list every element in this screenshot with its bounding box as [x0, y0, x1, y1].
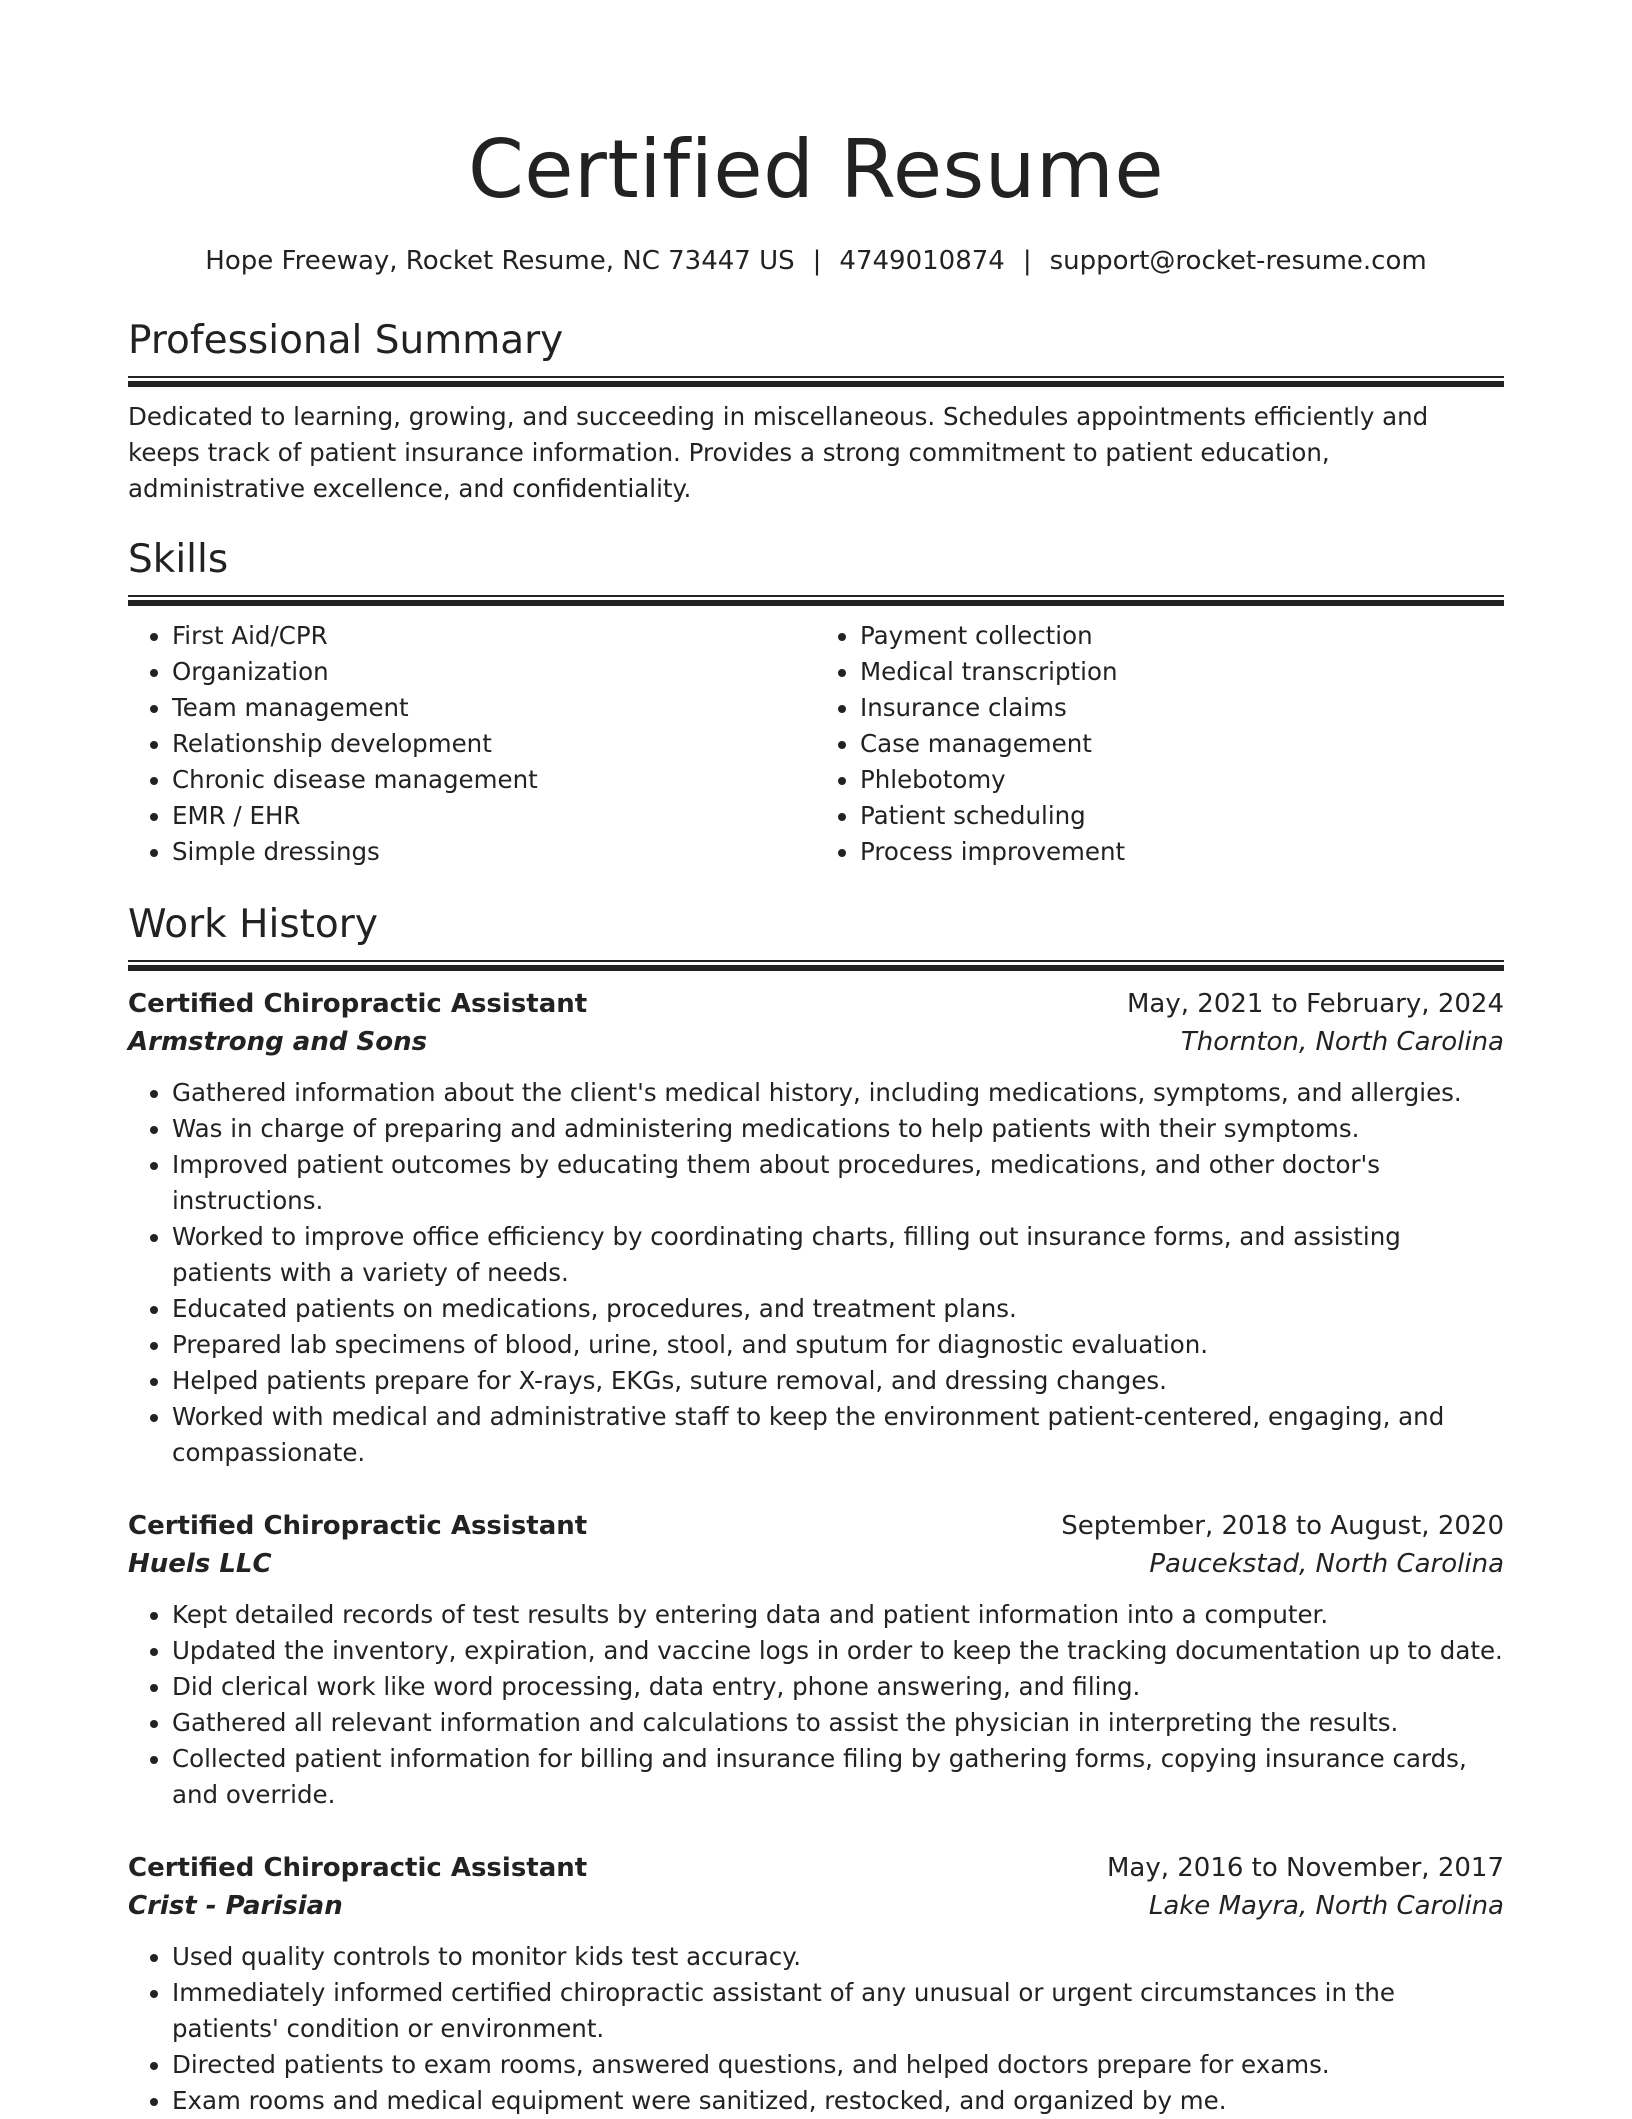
contact-address: Hope Freeway, Rocket Resume, NC 73447 US	[205, 246, 795, 276]
job-location: Lake Mayra, North Carolina	[1148, 1891, 1504, 1921]
job-dates: September, 2018 to August, 2020	[1061, 1511, 1504, 1541]
contact-email: support@rocket-resume.com	[1049, 246, 1427, 276]
skills-section	[128, 535, 1504, 870]
job-bullets	[128, 1075, 1504, 1471]
resume-name: Certified Resume	[467, 123, 1165, 216]
job-dates: May, 2016 to November, 2017	[1106, 1853, 1504, 1883]
contact-separator: |	[812, 246, 822, 276]
skill-item: • Medical transcription	[860, 654, 1504, 690]
skill-item: • Chronic disease management	[172, 762, 816, 798]
job-bullet: • Was in charge of preparing and administering medications to help patients with their symptoms.	[172, 1111, 1504, 1147]
job-header	[128, 1507, 1504, 1545]
job-bullet: • Directed patients to exam rooms, answered questions, and helped doctors prepare for exams.	[172, 2047, 1504, 2083]
job-bullet: • Gathered information about the client's medical history, including medications, symptoms, and allergies.	[172, 1075, 1504, 1111]
job-bullet: • Educated patients on medications, procedures, and treatment plans.	[172, 1291, 1504, 1327]
job-header	[128, 985, 1504, 1023]
summary-section	[128, 316, 1504, 507]
section-title-work-history: Work History	[128, 902, 378, 947]
job-location: Thornton, North Carolina	[1180, 1027, 1504, 1057]
job-bullet: • Used quality controls to monitor kids test accuracy.	[172, 1939, 1504, 1975]
job-employer: Crist - Parisian	[128, 1891, 343, 1921]
contact-line	[128, 244, 1504, 278]
job-bullet: • Improved patient outcomes by educating them about procedures, medications, and other doctor's instructions.	[172, 1147, 1504, 1219]
job-bullet: • Kept detailed records of test results by entering data and patient information into a computer.	[172, 1597, 1504, 1633]
skill-item: • Relationship development	[172, 726, 816, 762]
skill-item: • Simple dressings	[172, 834, 816, 870]
skill-item: • Case management	[860, 726, 1504, 762]
job-title: Certified Chiropractic Assistant	[128, 1511, 588, 1541]
contact-phone: 4749010874	[839, 246, 1005, 276]
job-bullet: • Did clerical work like word processing, data entry, phone answering, and filing.	[172, 1669, 1504, 1705]
skills-list-left	[128, 618, 816, 870]
skill-item: • Payment collection	[860, 618, 1504, 654]
section-title-summary: Professional Summary	[128, 318, 564, 363]
section-divider	[128, 376, 1504, 387]
job-subheader	[128, 1023, 1504, 1061]
skill-item: • Insurance claims	[860, 690, 1504, 726]
skill-item: • Team management	[172, 690, 816, 726]
job-bullet: • Collected patient information for billing and insurance filing by gathering forms, copying insurance cards, and override.	[172, 1741, 1504, 1813]
summary-text: Dedicated to learning, growing, and succeeding in miscellaneous. Schedules appointments efficiently and keeps track of patient insurance information. Provides a strong commitment to patient education, administrative excellence, and confidentiality.	[128, 402, 1429, 503]
job-bullet: • Immediately informed certified chiropractic assistant of any unusual or urgent circumstances in the patients' condition or environment.	[172, 1975, 1504, 2047]
job-bullet: • Gathered all relevant information and calculations to assist the physician in interpreting the results.	[172, 1705, 1504, 1741]
job-title: Certified Chiropractic Assistant	[128, 1853, 588, 1883]
job-location: Paucekstad, North Carolina	[1149, 1549, 1504, 1579]
section-title-skills: Skills	[128, 537, 229, 582]
skill-item: • Patient scheduling	[860, 798, 1504, 834]
job-employer: Armstrong and Sons	[128, 1027, 428, 1057]
work-history-section	[128, 900, 1504, 2119]
job-bullet: • Exam rooms and medical equipment were sanitized, restocked, and organized by me.	[172, 2083, 1504, 2119]
job-bullet: • Updated the inventory, expiration, and vaccine logs in order to keep the tracking documentation up to date.	[172, 1633, 1504, 1669]
skill-item: • Process improvement	[860, 834, 1504, 870]
job-bullets	[128, 1939, 1504, 2119]
job-entry	[128, 1849, 1504, 2119]
job-header	[128, 1849, 1504, 1887]
job-subheader	[128, 1887, 1504, 1925]
job-dates: May, 2021 to February, 2024	[1127, 989, 1504, 1019]
skill-item: • EMR / EHR	[172, 798, 816, 834]
job-bullet: • Worked to improve office efficiency by coordinating charts, filling out insurance forms, and assisting patients with a variety of needs.	[172, 1219, 1504, 1291]
skills-columns	[128, 618, 1504, 870]
job-bullet: • Prepared lab specimens of blood, urine, stool, and sputum for diagnostic evaluation.	[172, 1327, 1504, 1363]
job-employer: Huels LLC	[128, 1549, 272, 1579]
job-entry	[128, 985, 1504, 1471]
job-bullet: • Worked with medical and administrative staff to keep the environment patient-centered, engaging, and compassionate.	[172, 1399, 1504, 1471]
job-title: Certified Chiropractic Assistant	[128, 989, 588, 1019]
job-entry	[128, 1507, 1504, 1813]
contact-separator: |	[1022, 246, 1032, 276]
job-subheader	[128, 1545, 1504, 1583]
skill-item: • Organization	[172, 654, 816, 690]
job-bullets	[128, 1597, 1504, 1813]
skills-list-right	[816, 618, 1504, 870]
section-divider	[128, 960, 1504, 971]
job-bullet: • Helped patients prepare for X-rays, EKGs, suture removal, and dressing changes.	[172, 1363, 1504, 1399]
skill-item: • First Aid/CPR	[172, 618, 816, 654]
section-divider	[128, 595, 1504, 606]
skill-item: • Phlebotomy	[860, 762, 1504, 798]
